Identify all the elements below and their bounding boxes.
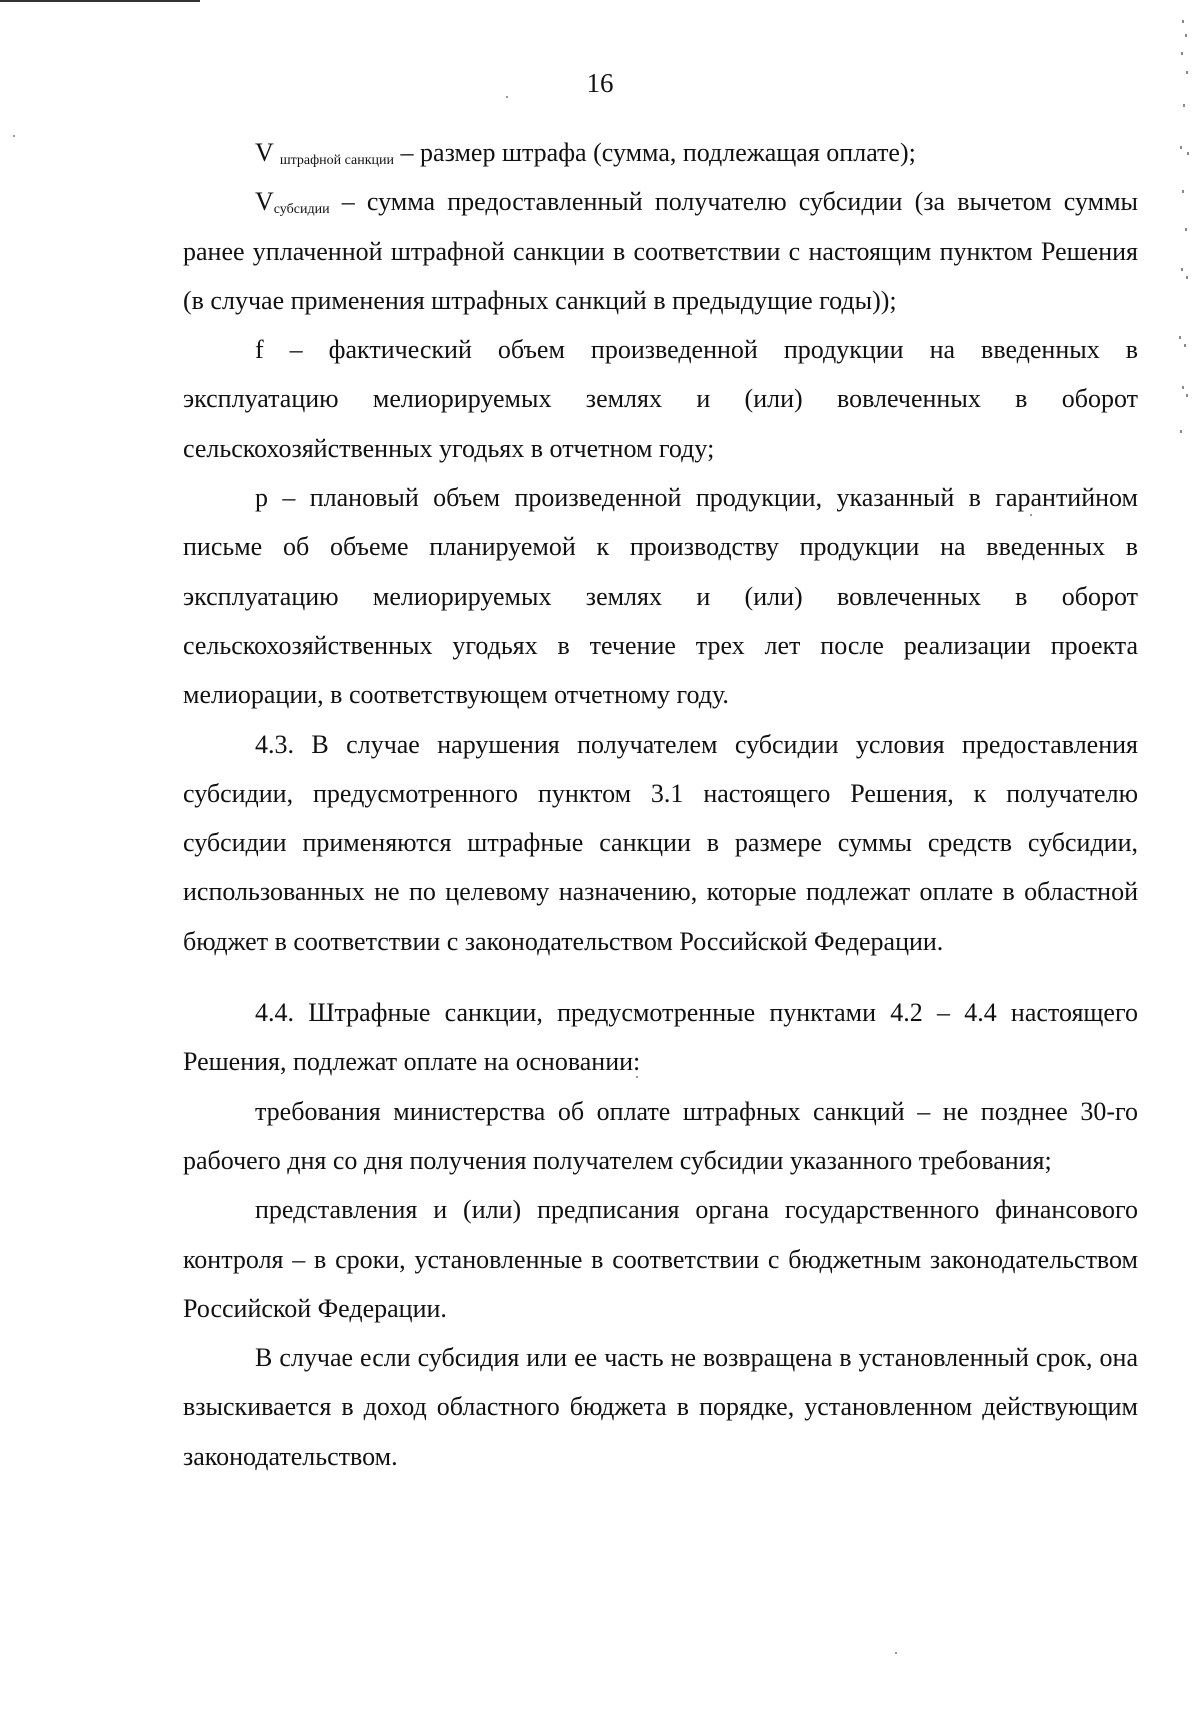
definition-text: – размер штрафа (сумма, подлежащая оплате);: [394, 138, 916, 167]
definition-text: – сумма предоставленный получателю субсидии (за вычетом суммы ранее уплаченной штрафной санкции в соответствии с настоящим пунктом Решения (в случае применения штрафных санкций в предыдущие годы));: [183, 187, 1138, 315]
clause-4-4-item-requirement: требования министерства об оплате штрафных санкций – не позднее 30-го рабочего дня со дня получения получателем субсидии указанного требования;: [183, 1096, 1138, 1175]
subscript-subsidy: субсидии: [273, 202, 330, 218]
definition-v-penalty: [183, 128, 1138, 177]
definition-f: f – фактический объем произведенной продукции на введенных в эксплуатацию мелиорируемых землях и (или) вовлеченных в оборот сельскохозяйственных угодьях в отчетном году;: [183, 335, 1138, 463]
clause-4-3: 4.3. В случае нарушения получателем субсидии условия предоставления субсидии, предусмотренного пунктом 3.1 настоящего Решения, к получателю субсидии применяются штрафные санкции в размере суммы средств субсидии, использованных не по целевому назначению, которые подлежат оплате в областной бюджет в соответствии с законодательством Российской Федерации.: [183, 729, 1138, 956]
clause-4-4-item-control: представления и (или) предписания органа государственного финансового контроля – в сроки, установленные в соответствии с бюджетным законодательством Российской Федерации.: [183, 1195, 1138, 1323]
page-number: 16: [586, 68, 614, 98]
scan-speck: [13, 135, 15, 137]
definition-p: p – плановый объем произведенной продукции, указанный в гарантийном письме об объеме планируемой к производству продукции на введенных в эксплуатацию мелиорируемых землях и (или) вовлеченных в оборот сельскохозяйственных угодьях в течение трех лет после реализации проекта мелиорации, в соответствующем отчетному году.: [183, 483, 1138, 710]
subscript-penalty: штрафной санкции: [279, 153, 395, 168]
scan-top-rule: [0, 0, 200, 2]
clause-4-4: 4.4. Штрафные санкции, предусмотренные пунктами 4.2 – 4.4 настоящего Решения, подлежат оплате на основании:: [183, 998, 1138, 1077]
document-body: [183, 128, 1138, 1481]
clause-recovery: В случае если субсидия или ее часть не возвращена в установленный срок, она взыскивается в доход областного бюджета в порядке, установленном действующим законодательством.: [183, 1343, 1138, 1471]
symbol-v: V: [255, 187, 274, 217]
definition-v-subsidy: [183, 177, 1138, 325]
symbol-v: V: [255, 138, 274, 167]
scan-speck: [895, 1652, 897, 1654]
